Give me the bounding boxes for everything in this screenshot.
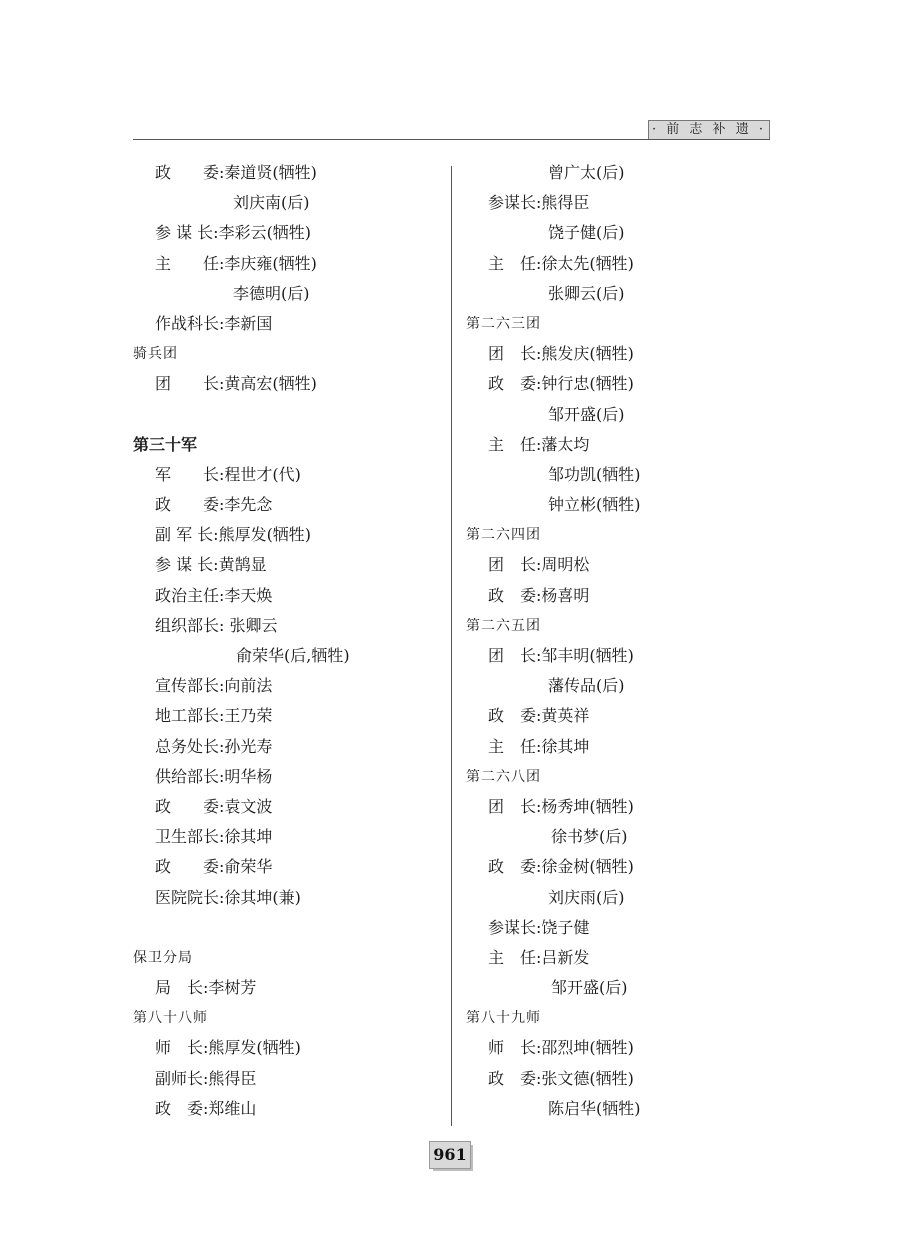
roster-entry: 邹开盛(后) (548, 404, 625, 424)
roster-entry: 团 长:邹丰明(牺牲) (488, 646, 634, 665)
roster-entry: 团 长:熊发庆(牺牲) (488, 344, 634, 364)
spacer (133, 400, 443, 430)
roster-entry: 邹功凯(牺牲) (548, 464, 641, 484)
roster-entry: 主 任:徐其坤 (488, 736, 590, 756)
roster-entry: 主 任:徐太先(牺牲) (488, 253, 634, 273)
roster-entry: 张卿云(后) (548, 283, 625, 303)
roster-entry: 陈启华(牺牲) (548, 1098, 641, 1118)
roster-entry: 藩传品(后) (548, 676, 625, 696)
roster-entry: 邹开盛(后) (551, 978, 628, 998)
roster-entry: 主 任:李庆雍(牺牲) (155, 253, 317, 273)
roster-entry: 李德明(后) (233, 283, 310, 303)
roster-entry: 地工部长:王乃荣 (155, 706, 273, 726)
roster-entry: 师 长:熊厚发(牺牲) (155, 1038, 301, 1058)
roster-entry: 卫生部长:徐其坤 (155, 827, 273, 847)
roster-entry: 政 委:李先念 (155, 495, 273, 515)
roster-entry: 局 长:李树芳 (155, 978, 257, 998)
roster-entry: 政 委:黄英祥 (488, 706, 590, 726)
roster-entry: 副师长:熊得臣 (155, 1068, 257, 1088)
section-heading: 第三十军 (133, 434, 198, 454)
header-rule (133, 139, 770, 140)
roster-entry: 政 委:张文德(牺牲) (488, 1068, 634, 1088)
roster-entry: 师 长:邵烈坤(牺牲) (488, 1038, 634, 1058)
roster-entry: 政 委:俞荣华 (155, 857, 273, 877)
roster-entry: 政 委:秦道贤(牺牲) (155, 163, 317, 182)
roster-entry: 主 任:藩太均 (488, 434, 590, 454)
roster-entry: 参 谋 长:李彩云(牺牲) (155, 223, 312, 243)
roster-entry: 参谋长:饶子健 (488, 917, 590, 937)
section-heading: 保卫分局 (133, 949, 193, 966)
section-heading: 骑兵团 (133, 346, 178, 363)
roster-entry: 徐书梦(后) (551, 827, 628, 847)
roster-entry: 刘庆南(后) (233, 193, 310, 213)
right-column (466, 158, 766, 1124)
roster-entry: 政 委:袁文波 (155, 796, 273, 816)
section-tag: · 前 志 补 遗 · (648, 120, 770, 139)
roster-entry: 副 军 长:熊厚发(牺牲) (155, 525, 312, 545)
roster-entry: 俞荣华(后,牺牲) (236, 646, 350, 665)
section-heading: 第二六八团 (466, 768, 541, 785)
roster-entry: 作战科长:李新国 (155, 313, 273, 333)
roster-entry: 团 长:黄高宏(牺牲) (155, 374, 317, 394)
roster-entry: 曾广太(后) (548, 163, 625, 182)
roster-entry: 政治主任:李天焕 (155, 585, 273, 605)
roster-entry: 钟立彬(牺牲) (548, 495, 641, 515)
roster-entry: 组织部长: 张卿云 (155, 615, 278, 635)
roster-entry: 政 委:钟行忠(牺牲) (488, 374, 634, 394)
roster-entry: 团 长:杨秀坤(牺牲) (488, 796, 634, 816)
left-column (133, 158, 443, 1124)
roster-entry: 主 任:吕新发 (488, 947, 590, 967)
roster-entry: 饶子健(后) (548, 223, 625, 243)
section-heading: 第二六五团 (466, 617, 541, 634)
roster-entry: 参 谋 长:黄鹄显 (155, 555, 267, 575)
spacer (133, 913, 443, 943)
section-heading: 第二六四团 (466, 527, 541, 544)
section-heading: 第八十八师 (133, 1010, 208, 1027)
roster-entry: 政 委:杨喜明 (488, 585, 590, 605)
section-heading: 第二六三团 (466, 315, 541, 332)
roster-entry: 医院院长:徐其坤(兼) (155, 887, 301, 907)
roster-entry: 政 委:郑维山 (155, 1098, 257, 1118)
roster-entry: 宣传部长:向前法 (155, 676, 273, 696)
column-divider (451, 166, 452, 1126)
roster-entry: 团 长:周明松 (488, 555, 590, 575)
page-number: 961 (429, 1141, 471, 1169)
roster-entry: 政 委:徐金树(牺牲) (488, 857, 634, 877)
roster-entry: 参谋长:熊得臣 (488, 193, 590, 213)
roster-entry: 刘庆雨(后) (548, 887, 625, 907)
roster-entry: 总务处长:孙光寿 (155, 736, 273, 756)
roster-entry: 军 长:程世才(代) (155, 464, 301, 484)
roster-entry: 供给部长:明华杨 (155, 766, 273, 786)
section-heading: 第八十九师 (466, 1010, 541, 1027)
